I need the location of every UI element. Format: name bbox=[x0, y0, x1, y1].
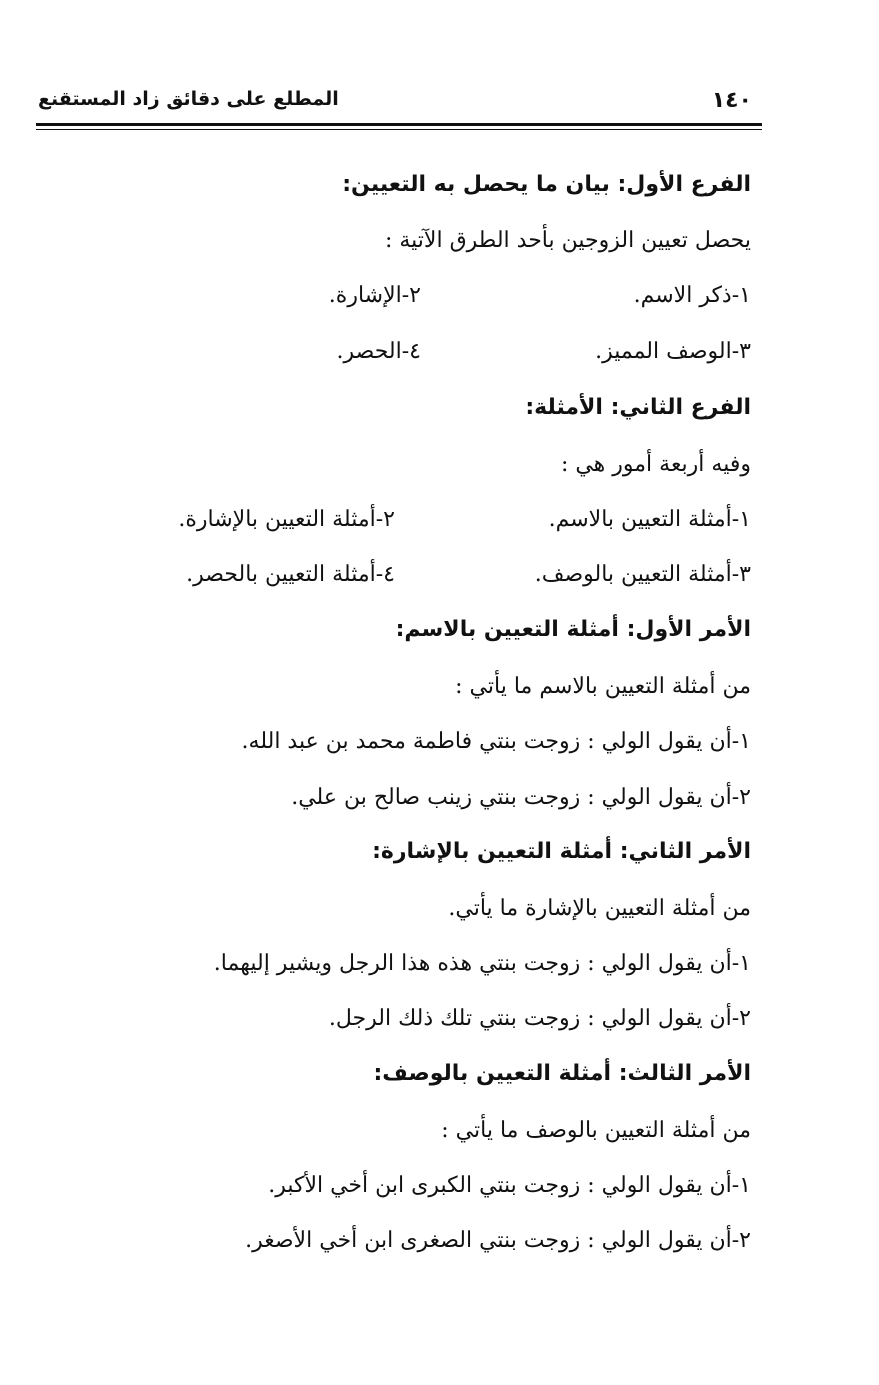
list-item: ٤-الحصر. bbox=[336, 339, 421, 364]
list-item: ٣-أمثلة التعيين بالوصف. bbox=[534, 562, 751, 587]
example-line: ٢-أن يقول الولي : زوجت بنتي زينب صالح بن علي. bbox=[291, 785, 751, 810]
section-heading-1: الفرع الأول: بيان ما يحصل به التعيين: bbox=[342, 172, 751, 197]
method-row-1 bbox=[311, 283, 751, 313]
example-line: ١-أن يقول الولي : زوجت بنتي الكبرى ابن أخي الأكبر. bbox=[268, 1173, 751, 1198]
header-rule-thick bbox=[36, 123, 762, 126]
page-number: ١٤٠ bbox=[711, 88, 752, 113]
section-heading-2: الفرع الثاني: الأمثلة: bbox=[525, 395, 751, 420]
list-item: ٢-أمثلة التعيين بالإشارة. bbox=[178, 507, 395, 532]
list-item: ٣-الوصف المميز. bbox=[595, 339, 751, 364]
matter-list-row-2 bbox=[151, 562, 751, 592]
page-header bbox=[38, 82, 762, 118]
list-item: ١-ذكر الاسم. bbox=[633, 283, 751, 308]
header-rule-thin bbox=[36, 129, 762, 130]
example-line: ٢-أن يقول الولي : زوجت بنتي الصغرى ابن أخي الأصغر. bbox=[245, 1228, 751, 1253]
matter-list-row-1 bbox=[151, 507, 751, 537]
section-intro-1: يحصل تعيين الزوجين بأحد الطرق الآتية : bbox=[384, 228, 751, 253]
list-item: ١-أمثلة التعيين بالاسم. bbox=[548, 507, 751, 532]
matter-intro-2: من أمثلة التعيين بالإشارة ما يأتي. bbox=[448, 896, 751, 921]
matter-heading-3: الأمر الثالث: أمثلة التعيين بالوصف: bbox=[373, 1061, 751, 1086]
example-line: ٢-أن يقول الولي : زوجت بنتي تلك ذلك الرجل. bbox=[328, 1006, 751, 1031]
list-item: ٢-الإشارة. bbox=[328, 283, 421, 308]
example-line: ١-أن يقول الولي : زوجت بنتي فاطمة محمد بن عبد الله. bbox=[241, 729, 751, 754]
method-row-2 bbox=[311, 339, 751, 369]
matter-intro-1: من أمثلة التعيين بالاسم ما يأتي : bbox=[455, 674, 751, 699]
running-title: المطلع على دقائق زاد المستقنع bbox=[38, 88, 339, 110]
section-intro-2: وفيه أربعة أمور هي : bbox=[560, 452, 751, 477]
example-line: ١-أن يقول الولي : زوجت بنتي هذه هذا الرجل ويشير إليهما. bbox=[213, 951, 751, 976]
list-item: ٤-أمثلة التعيين بالحصر. bbox=[186, 562, 395, 587]
matter-intro-3: من أمثلة التعيين بالوصف ما يأتي : bbox=[441, 1118, 751, 1143]
matter-heading-2: الأمر الثاني: أمثلة التعيين بالإشارة: bbox=[372, 839, 751, 864]
matter-heading-1: الأمر الأول: أمثلة التعيين بالاسم: bbox=[395, 617, 751, 642]
